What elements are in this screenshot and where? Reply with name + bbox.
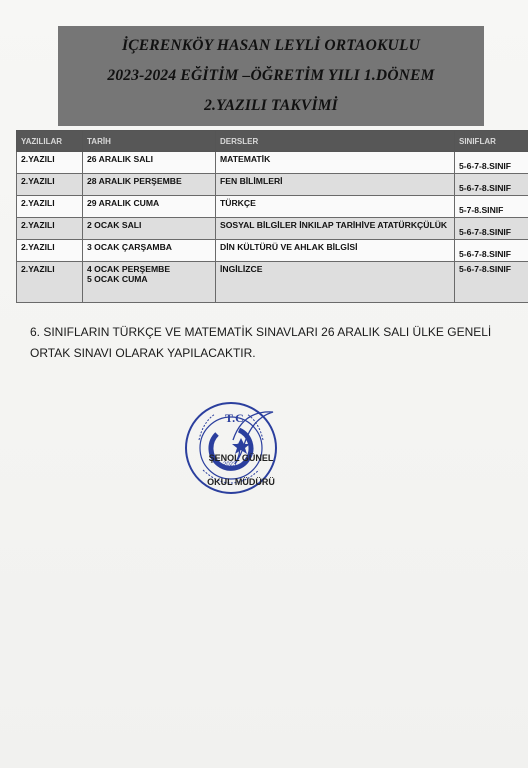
table-row	[17, 174, 528, 196]
exam-cell: 2.YAZILI	[17, 152, 83, 174]
column-header-exams: YAZILILAR	[17, 131, 83, 152]
column-header-date: TARİH	[83, 131, 216, 152]
exam-cell: 2.YAZILI	[17, 262, 83, 303]
column-header-subjects: DERSLER	[216, 131, 455, 152]
signature-block	[196, 446, 286, 494]
classes-cell: 5-6-7-8.SINIF	[455, 262, 528, 303]
principal-name: ŞENOL GÜNEL	[208, 453, 274, 463]
date-line: 4 OCAK PERŞEMBE	[87, 264, 171, 274]
exam-note: 6. SINIFLARIN TÜRKÇE VE MATEMATİK SINAVLARI 26 ARALIK SALI ÜLKE GENELİ ORTAK SINAVI OLARAK YAPILACAKTIR.	[30, 325, 492, 360]
date-cell	[83, 262, 216, 303]
date-cell: 3 OCAK ÇARŞAMBA	[83, 240, 216, 262]
svg-text:2023: 2023	[223, 462, 237, 468]
exam-schedule-table	[16, 130, 528, 303]
column-header-classes: SINIFLAR	[455, 131, 528, 152]
date-cell: 26 ARALIK SALI	[83, 152, 216, 174]
table-row	[17, 240, 528, 262]
table-row	[17, 196, 528, 218]
exam-cell: 2.YAZILI	[17, 218, 83, 240]
table-row	[17, 218, 528, 240]
subject-cell: İNGİLİZCE	[216, 262, 455, 303]
svg-text:T.C: T.C	[225, 411, 244, 425]
exam-cell: 2.YAZILI	[17, 240, 83, 262]
term-title: 2023-2024 EĞİTİM –ÖĞRETİM YILI 1.DÖNEM	[107, 67, 435, 84]
title-banner	[58, 26, 484, 126]
exam-cell: 2.YAZILI	[17, 196, 83, 218]
date-line: 5 OCAK CUMA	[87, 274, 148, 284]
date-cell: 2 OCAK SALI	[83, 218, 216, 240]
classes-cell: 5-7-8.SINIF	[455, 196, 528, 218]
classes-cell: 5-6-7-8.SINIF	[455, 240, 528, 262]
subject-cell: MATEMATİK	[216, 152, 455, 174]
exam-cell: 2.YAZILI	[17, 174, 83, 196]
classes-cell: 5-6-7-8.SINIF	[455, 218, 528, 240]
subject-cell: FEN BİLİMLERİ	[216, 174, 455, 196]
subject-cell: SOSYAL BİLGİLER İNKILAP TARİHİVE ATATÜRKÇÜLÜK	[216, 218, 455, 240]
school-name: İÇERENKÖY HASAN LEYLİ ORTAOKULU	[121, 37, 421, 54]
subject-cell: TÜRKÇE	[216, 196, 455, 218]
table-header-row	[17, 131, 528, 152]
classes-cell: 5-6-7-8.SINIF	[455, 152, 528, 174]
calendar-title: 2.YAZILI TAKVİMİ	[204, 97, 338, 114]
table-row	[17, 152, 528, 174]
date-cell: 29 ARALIK CUMA	[83, 196, 216, 218]
classes-cell: 5-6-7-8.SINIF	[455, 174, 528, 196]
principal-title: OKUL MÜDÜRÜ	[207, 477, 275, 487]
table-row	[17, 262, 528, 303]
subject-cell: DİN KÜLTÜRÜ VE AHLAK BİLGİSİ	[216, 240, 455, 262]
date-cell: 28 ARALIK PERŞEMBE	[83, 174, 216, 196]
